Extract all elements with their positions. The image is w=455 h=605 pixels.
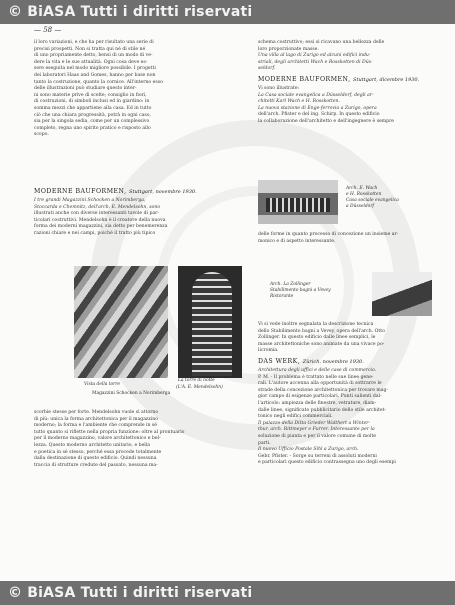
text-line: la collaborazione dell'architetto e dell'ingegnere è sempre <box>258 118 394 124</box>
text-line: lezza. Questo moderno architetto unitario, e bella <box>34 442 150 448</box>
text-line: seldorf. <box>258 66 276 72</box>
text-line: dello Stabilimento bagni a Vevey, opera dell'arch. Otto <box>258 328 385 334</box>
photo-caption: Vista della torre <box>84 382 120 387</box>
text-line: razioni chiare e nei campi, poiché il tratto più tipico <box>34 230 156 236</box>
text-line: rali. L'autore accenna alla opportunità di sottrarre le <box>258 381 382 387</box>
photo-tower-view <box>74 266 168 378</box>
text-line: forma dei moderni magazzini, sia detto per benemerenza <box>34 224 168 230</box>
text-line: ticolari costruttivi. Mendelsohn è il creatore della nuova <box>34 217 166 223</box>
text-line: tutto quanto si riflette nella propria funzione: oltre al prontuario <box>34 429 185 435</box>
text-line: e poetica in sé stesso, perché essa procede totalmente <box>34 449 162 455</box>
text-line: P. M. - Il problema è trattato nelle sue linee gene- <box>258 374 374 380</box>
text-line: Vi sono illustrate: <box>258 85 300 91</box>
text-line: Una villa al lago di Zurigo ed alcuni edifici indu- <box>258 53 371 59</box>
text-line: di uno propriamente detto, bensì di un modo di ve- <box>34 53 153 59</box>
text-line: schema costruttivo; essi si ricavano una bellezza delle <box>258 40 385 45</box>
photo-caption: Arch. E. Wach <box>346 186 378 191</box>
text-line: monico e di aspetto interessante. <box>258 238 336 244</box>
right-lower-paragraph <box>258 322 428 355</box>
left-column-intro <box>34 40 214 142</box>
text-line: illustrati anche con diverse interessanti tavole di par- <box>34 211 159 217</box>
text-line: chitetti Karl Wach e H. Rosskotten. <box>258 99 340 105</box>
photo-caption: a Düsseldorf <box>346 204 375 209</box>
photo-caption: Magazzini Schocken a Norimberga <box>92 391 171 396</box>
text-line: il loro variazioni, e che ha per risultato una serie di <box>34 40 154 45</box>
watermark-text: © BiASA Tutti i diritti riservati <box>8 4 253 20</box>
text-line: moderno; la forma e l'ambiente che comprende in sé <box>34 423 158 429</box>
text-line: parti. <box>258 440 271 446</box>
text-line: striali, degli architetti Wach e Rosskotten di Düs- <box>258 59 373 65</box>
text-line: ni sono materie prive di scelte; consiglio in fiori, <box>34 92 147 98</box>
section-1-paragraph <box>34 198 214 238</box>
text-line: gior campo di esigenze particolari. Punti salienti dal- <box>258 394 382 400</box>
text-line: dere la vita e le sue attualità. Ogni cosa deve es- <box>34 59 148 65</box>
watermark-banner-bottom <box>0 581 455 605</box>
text-line: sia per la singola sedia, come per un complessivo <box>34 119 150 125</box>
intro-paragraph <box>34 40 214 139</box>
right-column-top <box>258 40 428 129</box>
section-heading: MODERNE BAUFORMEN, Stuttgart, dicembre 1930. <box>258 75 420 83</box>
photo-tower-night <box>178 266 242 378</box>
text-line: dalle linee, significato pubblicitario dello stile architet- <box>258 407 386 413</box>
right-mid-paragraph <box>258 232 428 245</box>
photo-caption: e H. Rosskotten <box>346 192 382 197</box>
photo-evangelical-house <box>258 180 338 224</box>
right-top-paragraph <box>258 40 428 73</box>
photo-caption: La torre di notte <box>178 378 215 383</box>
text-line: La nuova stazione di Enge-ferrovia a Zurigo, opera <box>258 105 377 111</box>
bottom-paragraph <box>34 410 214 469</box>
text-line: strade della concezione architettonica per trovare mag- <box>258 387 389 393</box>
photo-caption: Stabilimento bagni a Vevey <box>270 288 331 293</box>
text-line: dalla destinazione di questo edificio. Quindi nessuna <box>34 456 157 462</box>
text-line: masse architettoniche sono animate da una vivace po- <box>258 341 385 347</box>
text-line: ciò che una chiara progressità, potrà in ogni caso, <box>34 112 151 118</box>
right-column-mid <box>258 232 428 248</box>
text-line: di più: unica la forma architettonica per il magazzino <box>34 416 158 422</box>
text-line: tonico negli edifici commerciali. <box>258 414 333 420</box>
text-line: Il nuovo Ufficio Postale Sihl a Zurigo, arch. <box>258 447 359 453</box>
text-line: sere eseguita nel modo migliore possibile. I progetti <box>34 66 156 72</box>
text-line: La Casa sociale evangelica a Düsseldorf, degli ar- <box>258 92 374 98</box>
section-subtitle: Zürich, novembre 1930. <box>302 358 364 365</box>
text-line: thur, arch. Rittmeyer e Furrer. Interessante per la <box>258 427 375 433</box>
section-title: MODERNE BAUFORMEN <box>258 75 349 83</box>
text-line: scopo. <box>34 132 49 138</box>
section-subtitle: Stuttgart, dicembre 1930. <box>353 76 420 83</box>
section-3-paragraph <box>258 368 428 467</box>
text-line: Vi si vede inoltre segnalata la descrizione tecnica <box>258 322 374 327</box>
section-heading: DAS WERK, Zürich, novembre 1930. <box>258 357 364 365</box>
text-line: delle illustrazioni può studiare questo inter- <box>34 86 137 92</box>
section-subtitle: Stuttgart, novembre 1930. <box>129 189 197 195</box>
text-line: scorbie stesse per forte. Mendelsohn vuole sì attorno <box>34 410 159 415</box>
watermark-banner-top <box>0 0 455 24</box>
page-number: — 58 — <box>34 26 62 34</box>
text-line: dei laboratori Haas and Gomes, hanno per base non <box>34 72 156 78</box>
left-column-section-1 <box>34 186 214 241</box>
text-line: delle forme in quanto processo di concezione un insieme ar- <box>258 232 399 237</box>
text-line: somma mezzi che appartiene alla casa. Ed in tutto <box>34 105 152 111</box>
text-line: Stoccarda e Chemnitz, dell'arch. E. Mendelsohn, sono <box>34 204 161 210</box>
photo-caption: (L'A. E. Mendelsohn) <box>176 385 223 390</box>
text-line: Zollinger. In questo edificio dalle linee semplici, le <box>258 335 376 341</box>
text-line: traccia di strutture credute del passato, nessuna ma- <box>34 462 158 468</box>
text-line: di costruzioni, di simboli inclusi ed in giardino: in <box>34 99 150 105</box>
text-line: Il palazzo della Ditta Grieder Walthert a Winter- <box>258 420 371 426</box>
section-2-paragraph <box>258 86 428 126</box>
text-line: l'articolo: ampiezza delle finestre, vetrature, diam- <box>258 400 377 406</box>
photo-caption: Arch. La Zollinger <box>270 282 311 287</box>
text-line: Architettura degli uffici e delle case di commercio. <box>258 367 377 373</box>
text-line: dell'arch. Pfister e del ing. Schirp. In questo edificio <box>258 112 380 118</box>
watermark-text: © BiASA Tutti i diritti riservati <box>8 585 253 601</box>
text-line: loro proporzionate masse. <box>258 46 319 52</box>
photo-caption: Ristorante <box>270 294 294 299</box>
left-column-bottom <box>34 410 214 472</box>
text-line: precisi prospetti. Non si tratta qui né di stile né <box>34 46 146 52</box>
text-line: soluzione di pianta e per il valore comune di molte <box>258 433 377 439</box>
section-title: DAS WERK <box>258 357 298 365</box>
text-line: per il moderno magazzino, valore architettonico e bel- <box>34 436 161 442</box>
photo-baths-vevey <box>372 272 432 316</box>
text-line: Gebr. Pfister. - Sorge su terreni di assoluti moderni <box>258 453 377 459</box>
photo-caption: Casa sociale evangelica <box>346 198 399 203</box>
text-line: e particolari questo edificio contrassegna uno degli esempi <box>258 460 396 466</box>
section-title: MODERNE BAUFORMEN <box>34 188 125 195</box>
text-line: tanto la costruzione, quanto la cornice. All'interno esso <box>34 79 163 85</box>
right-column-lower <box>258 322 428 470</box>
text-line: licromia. <box>258 348 279 354</box>
text-line: I tre grandi Magazzini Schocken a Norimberga, <box>34 198 146 203</box>
text-line: completo, regna uno spirito pratico e risposto allo <box>34 125 151 131</box>
section-heading: MODERNE BAUFORMEN, Stuttgart, novembre 1930. <box>34 188 197 195</box>
